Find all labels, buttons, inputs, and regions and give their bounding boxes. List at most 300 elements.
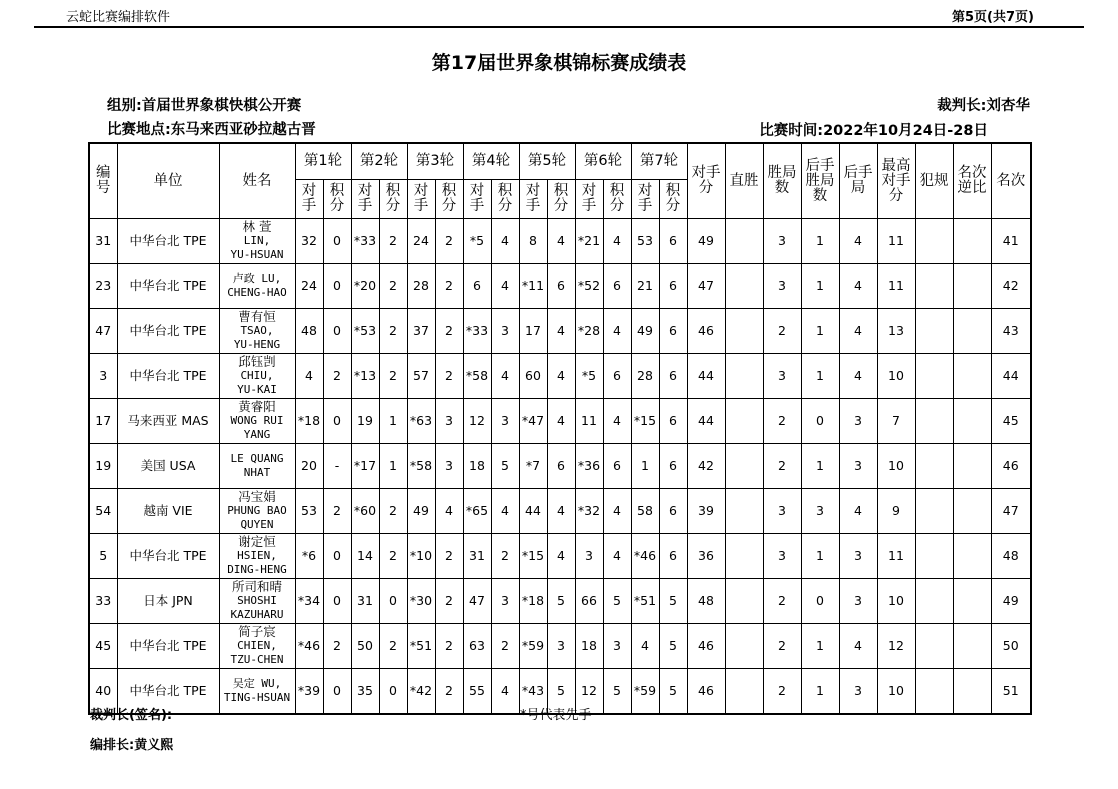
round-points: 0 bbox=[323, 579, 351, 624]
round-points: 6 bbox=[659, 264, 687, 309]
wins: 2 bbox=[763, 444, 801, 489]
player-unit: 中华台北 TPE bbox=[117, 534, 219, 579]
wins: 3 bbox=[763, 219, 801, 264]
player-unit: 中华台北 TPE bbox=[117, 219, 219, 264]
col-round-6: 第6轮 bbox=[575, 143, 631, 180]
second-games: 4 bbox=[839, 219, 877, 264]
col-foul: 犯规 bbox=[915, 143, 953, 219]
round-points: 2 bbox=[323, 489, 351, 534]
round-points: 0 bbox=[323, 219, 351, 264]
round-opponent: *5 bbox=[463, 219, 491, 264]
foul bbox=[915, 399, 953, 444]
round-points: 4 bbox=[491, 219, 519, 264]
col-rank: 名次 bbox=[991, 143, 1031, 219]
player-name-line: QUYEN bbox=[240, 518, 274, 531]
round-opponent: *58 bbox=[463, 354, 491, 399]
max-opp-score: 12 bbox=[877, 624, 915, 669]
round-points: 4 bbox=[547, 354, 575, 399]
player-name bbox=[219, 399, 295, 444]
col-opp: 对手 bbox=[519, 180, 547, 219]
round-points: 1 bbox=[379, 444, 407, 489]
round-points: 4 bbox=[547, 489, 575, 534]
player-name bbox=[219, 264, 295, 309]
round-opponent: *46 bbox=[295, 624, 323, 669]
round-points: 2 bbox=[491, 624, 519, 669]
opp-score: 47 bbox=[687, 264, 725, 309]
col-round-3: 第3轮 bbox=[407, 143, 463, 180]
direct-win bbox=[725, 264, 763, 309]
player-name bbox=[219, 444, 295, 489]
round-opponent: *10 bbox=[407, 534, 435, 579]
round-points: 2 bbox=[435, 264, 463, 309]
max-opp-score: 11 bbox=[877, 264, 915, 309]
wins: 2 bbox=[763, 579, 801, 624]
results-table bbox=[88, 142, 1032, 715]
player-unit: 中华台北 TPE bbox=[117, 624, 219, 669]
col-opp: 对手 bbox=[295, 180, 323, 219]
table-row bbox=[89, 264, 1031, 309]
direct-win bbox=[725, 399, 763, 444]
round-points: 4 bbox=[603, 399, 631, 444]
foul bbox=[915, 534, 953, 579]
opp-score: 46 bbox=[687, 624, 725, 669]
opp-score: 44 bbox=[687, 399, 725, 444]
direct-win bbox=[725, 534, 763, 579]
round-opponent: *42 bbox=[407, 669, 435, 715]
round-opponent: *13 bbox=[351, 354, 379, 399]
player-no: 19 bbox=[89, 444, 117, 489]
col-pts: 积分 bbox=[547, 180, 575, 219]
col-round-2: 第2轮 bbox=[351, 143, 407, 180]
player-no: 40 bbox=[89, 669, 117, 715]
round-opponent: *18 bbox=[519, 579, 547, 624]
player-unit: 中华台北 TPE bbox=[117, 309, 219, 354]
foul bbox=[915, 624, 953, 669]
max-opp-score: 10 bbox=[877, 669, 915, 715]
round-opponent: 1 bbox=[631, 444, 659, 489]
second-games: 3 bbox=[839, 579, 877, 624]
round-points: 4 bbox=[491, 669, 519, 715]
col-opp: 对手 bbox=[351, 180, 379, 219]
player-no: 33 bbox=[89, 579, 117, 624]
max-opp-score: 10 bbox=[877, 579, 915, 624]
round-points: 4 bbox=[603, 219, 631, 264]
max-opp-score: 10 bbox=[877, 444, 915, 489]
direct-win bbox=[725, 579, 763, 624]
round-opponent: 58 bbox=[631, 489, 659, 534]
table-row bbox=[89, 624, 1031, 669]
round-points: 4 bbox=[603, 309, 631, 354]
player-name-line: 曹有恒 bbox=[238, 309, 276, 324]
player-unit: 美国 USA bbox=[117, 444, 219, 489]
round-points: 4 bbox=[491, 354, 519, 399]
col-round-4: 第4轮 bbox=[463, 143, 519, 180]
col-wins: 胜局数 bbox=[763, 143, 801, 219]
player-name-line: 简子宸 bbox=[238, 624, 276, 639]
round-opponent: 20 bbox=[295, 444, 323, 489]
opp-score: 48 bbox=[687, 579, 725, 624]
second-wins: 0 bbox=[801, 399, 839, 444]
second-games: 4 bbox=[839, 309, 877, 354]
wins: 2 bbox=[763, 669, 801, 715]
reverse-ratio bbox=[953, 444, 991, 489]
round-opponent: 12 bbox=[575, 669, 603, 715]
max-opp-score: 7 bbox=[877, 399, 915, 444]
round-points: 4 bbox=[547, 309, 575, 354]
player-name-line: YU-HSUAN bbox=[230, 248, 284, 261]
round-points: 1 bbox=[379, 399, 407, 444]
round-opponent: 32 bbox=[295, 219, 323, 264]
foul bbox=[915, 309, 953, 354]
player-name bbox=[219, 489, 295, 534]
round-points: 2 bbox=[435, 579, 463, 624]
round-points: 6 bbox=[603, 264, 631, 309]
reverse-ratio bbox=[953, 399, 991, 444]
foul bbox=[915, 579, 953, 624]
round-points: 0 bbox=[323, 399, 351, 444]
round-points: 2 bbox=[379, 354, 407, 399]
table-row bbox=[89, 489, 1031, 534]
max-opp-score: 10 bbox=[877, 354, 915, 399]
col-pts: 积分 bbox=[379, 180, 407, 219]
round-points: 4 bbox=[491, 264, 519, 309]
opp-score: 42 bbox=[687, 444, 725, 489]
player-unit: 日本 JPN bbox=[117, 579, 219, 624]
player-no: 47 bbox=[89, 309, 117, 354]
round-opponent: 28 bbox=[631, 354, 659, 399]
round-points: 0 bbox=[323, 669, 351, 715]
wins: 3 bbox=[763, 489, 801, 534]
player-no: 5 bbox=[89, 534, 117, 579]
opp-score: 36 bbox=[687, 534, 725, 579]
second-wins: 1 bbox=[801, 264, 839, 309]
col-pts: 积分 bbox=[603, 180, 631, 219]
round-opponent: *18 bbox=[295, 399, 323, 444]
second-wins: 1 bbox=[801, 444, 839, 489]
player-name bbox=[219, 579, 295, 624]
round-opponent: *7 bbox=[519, 444, 547, 489]
round-points: 2 bbox=[379, 534, 407, 579]
round-opponent: 28 bbox=[407, 264, 435, 309]
max-opp-score: 11 bbox=[877, 219, 915, 264]
rank: 43 bbox=[991, 309, 1031, 354]
reverse-ratio bbox=[953, 264, 991, 309]
round-opponent: *33 bbox=[463, 309, 491, 354]
time-label: 比赛时间:2022年10月24日-28日 bbox=[759, 123, 988, 139]
reverse-ratio bbox=[953, 309, 991, 354]
second-wins: 3 bbox=[801, 489, 839, 534]
table-row bbox=[89, 579, 1031, 624]
table-row bbox=[89, 219, 1031, 264]
round-points: 6 bbox=[659, 219, 687, 264]
player-name-line: TZU-CHEN bbox=[230, 653, 284, 666]
foul bbox=[915, 219, 953, 264]
player-name-line: 林 萱 bbox=[242, 219, 272, 234]
round-points: 5 bbox=[547, 669, 575, 715]
player-name-line: 所司和晴 bbox=[231, 579, 282, 594]
col-opp: 对手 bbox=[463, 180, 491, 219]
player-name-line: TSAO, bbox=[240, 324, 274, 337]
opp-score: 46 bbox=[687, 309, 725, 354]
round-points: 2 bbox=[379, 624, 407, 669]
direct-win bbox=[725, 624, 763, 669]
round-points: 5 bbox=[603, 669, 631, 715]
table-row bbox=[89, 354, 1031, 399]
round-points: 6 bbox=[659, 354, 687, 399]
round-points: 6 bbox=[547, 264, 575, 309]
rank: 46 bbox=[991, 444, 1031, 489]
round-opponent: *51 bbox=[407, 624, 435, 669]
player-name-line: LE QUANG bbox=[230, 452, 284, 465]
round-opponent: *59 bbox=[631, 669, 659, 715]
wins: 3 bbox=[763, 534, 801, 579]
round-opponent: *65 bbox=[463, 489, 491, 534]
round-points: 5 bbox=[659, 624, 687, 669]
second-wins: 1 bbox=[801, 309, 839, 354]
round-opponent: 31 bbox=[463, 534, 491, 579]
round-opponent: *28 bbox=[575, 309, 603, 354]
round-opponent: 53 bbox=[295, 489, 323, 534]
second-games: 3 bbox=[839, 534, 877, 579]
round-points: 4 bbox=[491, 489, 519, 534]
second-games: 4 bbox=[839, 489, 877, 534]
second-games: 4 bbox=[839, 354, 877, 399]
player-name-line: LIN, bbox=[243, 234, 271, 247]
table-row bbox=[89, 309, 1031, 354]
reverse-ratio bbox=[953, 354, 991, 399]
player-name-line: 邱钰剀 bbox=[238, 354, 276, 369]
reverse-ratio bbox=[953, 579, 991, 624]
round-opponent: 66 bbox=[575, 579, 603, 624]
round-opponent: *30 bbox=[407, 579, 435, 624]
player-no: 31 bbox=[89, 219, 117, 264]
round-points: 3 bbox=[435, 399, 463, 444]
round-points: 0 bbox=[323, 264, 351, 309]
round-points: 4 bbox=[435, 489, 463, 534]
player-name-line: 吴定 WU, bbox=[232, 677, 282, 690]
player-unit: 中华台北 TPE bbox=[117, 264, 219, 309]
second-games: 3 bbox=[839, 399, 877, 444]
max-opp-score: 13 bbox=[877, 309, 915, 354]
col-opp: 对手 bbox=[631, 180, 659, 219]
foul bbox=[915, 264, 953, 309]
round-opponent: *53 bbox=[351, 309, 379, 354]
player-name-line: PHUNG BAO bbox=[227, 504, 287, 517]
round-opponent: *21 bbox=[575, 219, 603, 264]
round-points: 2 bbox=[323, 624, 351, 669]
page-indicator: 第5页(共7页) bbox=[952, 10, 1034, 25]
col-opp: 对手 bbox=[407, 180, 435, 219]
round-opponent: *34 bbox=[295, 579, 323, 624]
second-wins: 1 bbox=[801, 354, 839, 399]
round-opponent: *63 bbox=[407, 399, 435, 444]
software-name: 云蛇比赛编排软件 bbox=[66, 10, 171, 25]
round-opponent: 18 bbox=[575, 624, 603, 669]
max-opp-score: 11 bbox=[877, 534, 915, 579]
round-opponent: 60 bbox=[519, 354, 547, 399]
wins: 2 bbox=[763, 399, 801, 444]
player-unit: 中华台北 TPE bbox=[117, 669, 219, 715]
round-points: 2 bbox=[323, 354, 351, 399]
round-points: 0 bbox=[323, 534, 351, 579]
foul bbox=[915, 669, 953, 715]
round-opponent: *15 bbox=[519, 534, 547, 579]
rank: 42 bbox=[991, 264, 1031, 309]
group-label: 组别:首届世界象棋快棋公开赛 bbox=[107, 98, 302, 114]
round-opponent: 6 bbox=[463, 264, 491, 309]
player-name bbox=[219, 309, 295, 354]
round-points: 2 bbox=[491, 534, 519, 579]
round-points: 2 bbox=[435, 309, 463, 354]
round-points: 2 bbox=[435, 624, 463, 669]
chief-referee-label: 裁判长:刘杏华 bbox=[937, 98, 1030, 114]
round-opponent: 18 bbox=[463, 444, 491, 489]
round-opponent: *58 bbox=[407, 444, 435, 489]
round-points: 2 bbox=[435, 354, 463, 399]
round-points: 3 bbox=[435, 444, 463, 489]
col-name: 姓名 bbox=[219, 143, 295, 219]
player-name-line: SHOSHI bbox=[237, 594, 277, 607]
player-name-line: DING-HENG bbox=[227, 563, 287, 576]
round-opponent: 24 bbox=[295, 264, 323, 309]
round-points: 2 bbox=[379, 489, 407, 534]
player-name-line: YANG bbox=[243, 428, 271, 441]
round-opponent: 3 bbox=[575, 534, 603, 579]
direct-win bbox=[725, 354, 763, 399]
round-points: 3 bbox=[491, 579, 519, 624]
player-name-line: WONG RUI bbox=[230, 414, 284, 427]
round-opponent: 4 bbox=[631, 624, 659, 669]
rank: 48 bbox=[991, 534, 1031, 579]
player-name-line: HSIEN, bbox=[237, 549, 277, 562]
player-name-line: CHIU, bbox=[240, 369, 274, 382]
round-points: 4 bbox=[547, 534, 575, 579]
round-points: 5 bbox=[491, 444, 519, 489]
second-wins: 1 bbox=[801, 219, 839, 264]
player-unit: 中华台北 TPE bbox=[117, 354, 219, 399]
col-pts: 积分 bbox=[435, 180, 463, 219]
round-opponent: *17 bbox=[351, 444, 379, 489]
round-points: 0 bbox=[379, 579, 407, 624]
wins: 3 bbox=[763, 264, 801, 309]
wins: 2 bbox=[763, 309, 801, 354]
round-opponent: *46 bbox=[631, 534, 659, 579]
round-opponent: *52 bbox=[575, 264, 603, 309]
round-opponent: 11 bbox=[575, 399, 603, 444]
table-row bbox=[89, 444, 1031, 489]
player-name-line: YU-KAI bbox=[237, 383, 277, 396]
round-opponent: 48 bbox=[295, 309, 323, 354]
player-name-line: CHIEN, bbox=[237, 639, 277, 652]
round-points: 2 bbox=[379, 309, 407, 354]
round-points: 5 bbox=[603, 579, 631, 624]
player-name-line: CHENG-HAO bbox=[227, 286, 287, 299]
rank: 44 bbox=[991, 354, 1031, 399]
reverse-ratio bbox=[953, 624, 991, 669]
round-opponent: 47 bbox=[463, 579, 491, 624]
col-opp: 对手 bbox=[575, 180, 603, 219]
round-points: 0 bbox=[323, 309, 351, 354]
round-points: 6 bbox=[603, 444, 631, 489]
player-name-line: YU-HENG bbox=[233, 338, 281, 351]
second-games: 4 bbox=[839, 264, 877, 309]
round-opponent: 4 bbox=[295, 354, 323, 399]
second-wins: 1 bbox=[801, 534, 839, 579]
col-opp-score: 对手分 bbox=[687, 143, 725, 219]
round-points: 3 bbox=[491, 399, 519, 444]
rank: 51 bbox=[991, 669, 1031, 715]
col-round-1: 第1轮 bbox=[295, 143, 351, 180]
player-name bbox=[219, 219, 295, 264]
round-points: 4 bbox=[547, 219, 575, 264]
reverse-ratio bbox=[953, 489, 991, 534]
foul bbox=[915, 444, 953, 489]
opp-score: 49 bbox=[687, 219, 725, 264]
col-reverse: 名次逆比 bbox=[953, 143, 991, 219]
round-points: 2 bbox=[379, 219, 407, 264]
round-points: 2 bbox=[435, 219, 463, 264]
reverse-ratio bbox=[953, 534, 991, 579]
round-points: 6 bbox=[603, 354, 631, 399]
round-opponent: 49 bbox=[407, 489, 435, 534]
foul bbox=[915, 489, 953, 534]
round-opponent: *6 bbox=[295, 534, 323, 579]
round-opponent: *39 bbox=[295, 669, 323, 715]
round-points: 6 bbox=[659, 399, 687, 444]
round-opponent: 55 bbox=[463, 669, 491, 715]
round-points: 2 bbox=[435, 534, 463, 579]
round-opponent: 17 bbox=[519, 309, 547, 354]
second-games: 3 bbox=[839, 444, 877, 489]
signature-label: 裁判长(签名): bbox=[90, 708, 173, 723]
round-opponent: 21 bbox=[631, 264, 659, 309]
round-points: - bbox=[323, 444, 351, 489]
second-games: 4 bbox=[839, 624, 877, 669]
player-name bbox=[219, 669, 295, 715]
round-opponent: *43 bbox=[519, 669, 547, 715]
header-divider bbox=[34, 26, 1084, 28]
round-opponent: *60 bbox=[351, 489, 379, 534]
player-name bbox=[219, 534, 295, 579]
player-unit: 越南 VIE bbox=[117, 489, 219, 534]
round-opponent: 57 bbox=[407, 354, 435, 399]
player-name-line: 黄睿阳 bbox=[238, 399, 276, 414]
rank: 50 bbox=[991, 624, 1031, 669]
opp-score: 39 bbox=[687, 489, 725, 534]
venue-label: 比赛地点:东马来西亚砂拉越古晋 bbox=[107, 122, 316, 138]
round-points: 6 bbox=[659, 444, 687, 489]
player-no: 45 bbox=[89, 624, 117, 669]
round-points: 2 bbox=[379, 264, 407, 309]
col-round-7: 第7轮 bbox=[631, 143, 687, 180]
col-direct-win: 直胜 bbox=[725, 143, 763, 219]
direct-win bbox=[725, 489, 763, 534]
round-opponent: *11 bbox=[519, 264, 547, 309]
round-points: 6 bbox=[659, 534, 687, 579]
round-opponent: *51 bbox=[631, 579, 659, 624]
second-games: 3 bbox=[839, 669, 877, 715]
table-row bbox=[89, 534, 1031, 579]
page-title: 第17届世界象棋锦标赛成绩表 bbox=[431, 52, 687, 74]
round-opponent: 8 bbox=[519, 219, 547, 264]
first-move-note: *号代表先手 bbox=[520, 708, 592, 723]
direct-win bbox=[725, 669, 763, 715]
col-pts: 积分 bbox=[491, 180, 519, 219]
round-opponent: 49 bbox=[631, 309, 659, 354]
second-wins: 1 bbox=[801, 624, 839, 669]
direct-win bbox=[725, 219, 763, 264]
table-row bbox=[89, 399, 1031, 444]
